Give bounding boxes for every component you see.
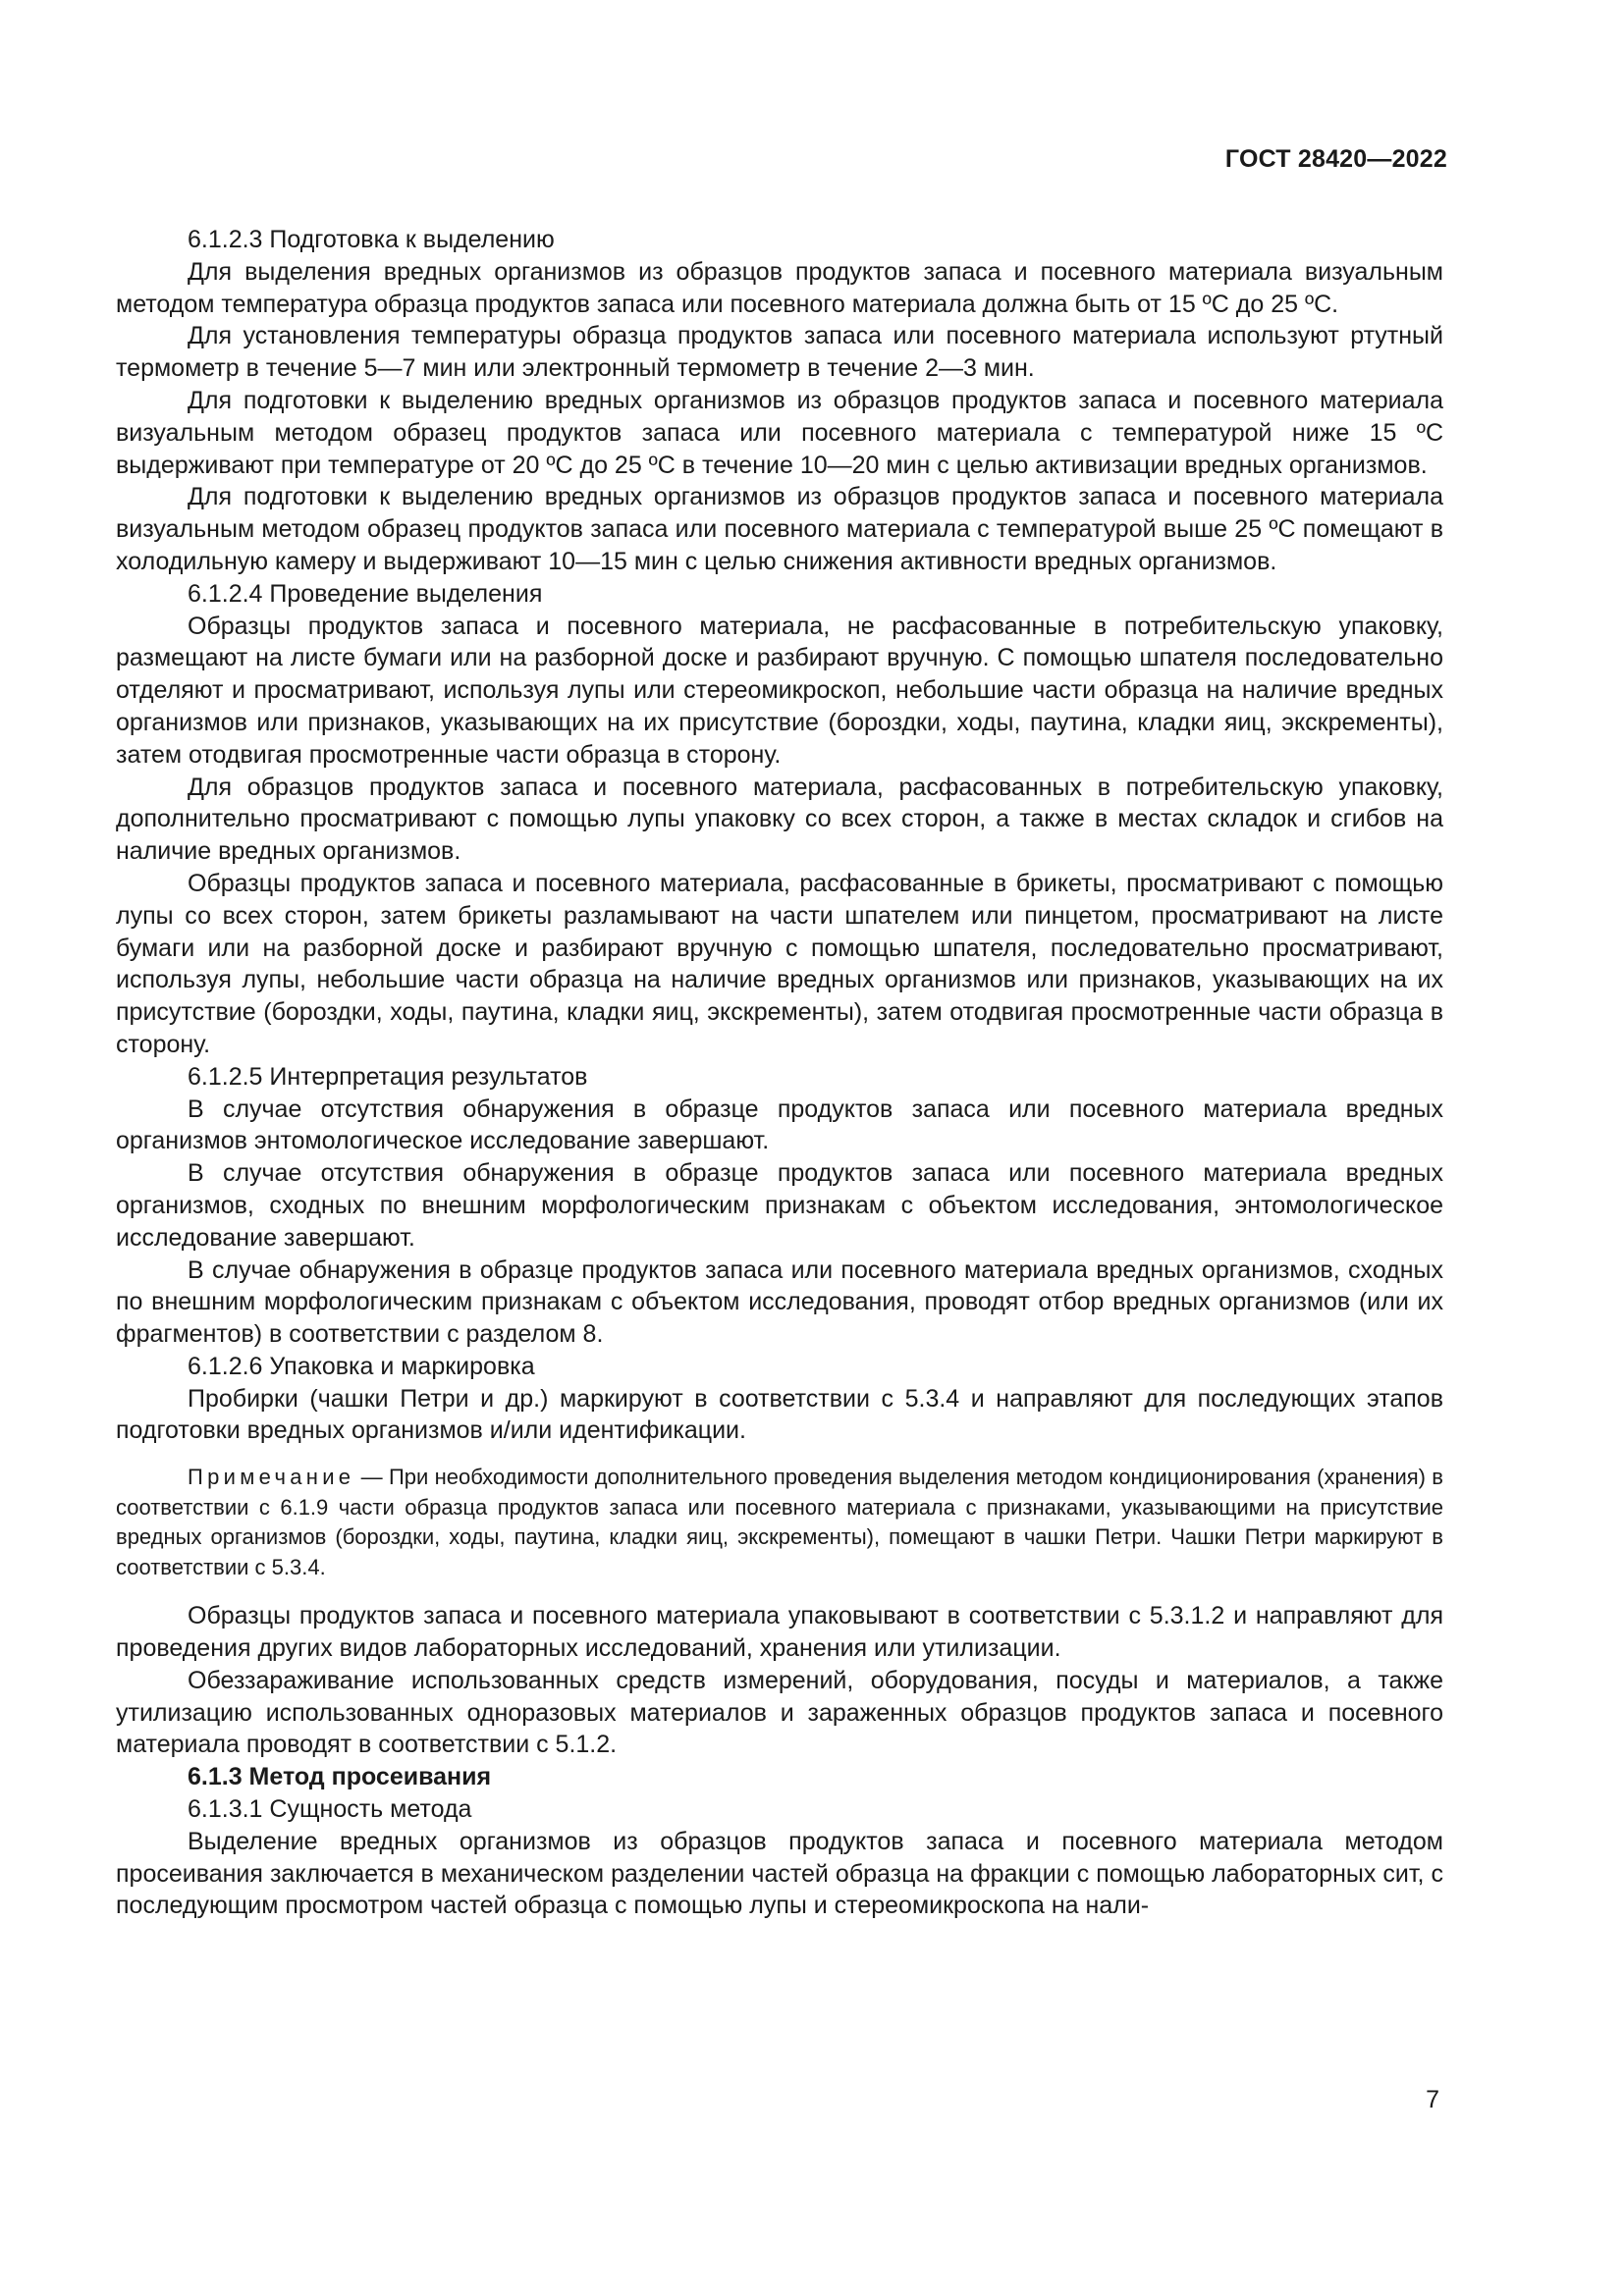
paragraph: В случае отсутствия обнаружения в образце продуктов запаса или посевного материала вредных организмов, сходных по внешним морфологическим признакам с объектом исследования, энтомологическое исследование завершают.: [116, 1159, 1443, 1252]
section-heading-6-1-2-3: 6.1.2.3 Подготовка к выделению: [188, 226, 555, 253]
paragraph: Образцы продуктов запаса и посевного материала, не расфасованные в потребительскую упаковку, размещают на листе бумаги или на разборной доске и разбирают вручную. С помощью шпателя последовательно отделяют и просматривают, используя лупы или стереомикроскоп, небольшие части образца на наличие вредных организмов или признаков, указывающих на их присутствие (бороздки, ходы, паутина, кладки яиц, экскременты), затем отодвигая просмотренные части образца в сторону.: [116, 612, 1443, 769]
paragraph: В случае отсутствия обнаружения в образце продуктов запаса или посевного материала вредных организмов энтомологическое исследование завершают.: [116, 1095, 1443, 1155]
document-body: [116, 224, 1443, 1922]
page-number: 7: [1426, 2086, 1439, 2113]
paragraph: Для подготовки к выделению вредных организмов из образцов продуктов запаса и посевного материала визуальным методом образец продуктов запаса или посевного материала с температурой ниже 15 ºС выдерживают при температуре от 20 ºС до 25 ºС в течение 10—20 мин с целью активизации вредных организмов.: [116, 386, 1443, 479]
paragraph: Пробирки (чашки Петри и др.) маркируют в соответствии с 5.3.4 и направляют для последующих этапов подготовки вредных организмов и/или идентификации.: [116, 1384, 1443, 1445]
note-label: Примечание: [188, 1465, 355, 1490]
section-heading-6-1-2-6: 6.1.2.6 Упаковка и маркировка: [188, 1352, 535, 1380]
paragraph: Для установления температуры образца продуктов запаса или посевного материала используют ртутный термометр в течение 5—7 мин или электронный термометр в течение 2—3 мин.: [116, 322, 1443, 383]
section-heading-6-1-2-5: 6.1.2.5 Интерпретация результатов: [188, 1062, 588, 1091]
paragraph: Образцы продуктов запаса и посевного материала, расфасованные в брикеты, просматривают с помощью лупы со всех сторон, затем брикеты разламывают на части шпателем или пинцетом, просматривают на листе бумаги или на разборной доске и разбирают вручную с помощью шпателя, последовательно просматривают, используя лупы, небольшие части образца на наличие вредных организмов или признаков, указывающих на их присутствие (бороздки, ходы, паутина, кладки яиц, экскременты), затем отодвигая просмотренные части образца в сторону.: [116, 869, 1443, 1058]
note: [116, 1463, 1443, 1582]
paragraph: В случае обнаружения в образце продуктов запаса или посевного материала вредных организмов, сходных по внешним морфологическим признакам с объектом исследования, проводят отбор вредных организмов (или их фрагментов) в соответствии с разделом 8.: [116, 1255, 1443, 1349]
note-text: — При необходимости дополнительного проведения выделения методом кондиционирования (хранения) в соответствии с 6.1.9 части образца продуктов запаса или посевного материала с признаками, указывающими на присутствие вредных организмов (бороздки, ходы, паутина, кладки яиц, экскременты), помещают в чашки Петри. Чашки Петри маркируют в соответствии с 5.3.4.: [116, 1465, 1443, 1579]
document-header: ГОСТ 28420—2022: [1224, 145, 1447, 173]
paragraph: Для образцов продуктов запаса и посевного материала, расфасованных в потребительскую упаковку, дополнительно просматривают с помощью лупы упаковку со всех сторон, а также в местах складок и сгибов на наличие вредных организмов.: [116, 773, 1443, 866]
paragraph: Образцы продуктов запаса и посевного материала упаковывают в соответствии с 5.3.1.2 и направляют для проведения других видов лабораторных исследований, хранения или утилизации.: [116, 1602, 1443, 1663]
paragraph: Для подготовки к выделению вредных организмов из образцов продуктов запаса и посевного материала визуальным методом образец продуктов запаса или посевного материала с температурой выше 25 ºС помещают в холодильную камеру и выдерживают 10—15 мин с целью снижения активности вредных организмов.: [116, 483, 1443, 575]
paragraph: Для выделения вредных организмов из образцов продуктов запаса и посевного материала визуальным методом температура образца продуктов запаса или посевного материала должна быть от 15 ºС до 25 ºС.: [116, 257, 1443, 318]
section-heading-6-1-3: 6.1.3 Метод просеивания: [188, 1763, 492, 1791]
paragraph: Выделение вредных организмов из образцов продуктов запаса и посевного материала методом просеивания заключается в механическом разделении частей образца на фракции с помощью лабораторных сит, с последующим просмотром частей образца с помощью лупы и стереомикроскопа на нали-: [116, 1827, 1443, 1920]
paragraph: Обеззараживание использованных средств измерений, оборудования, посуды и материалов, а также утилизацию использованных одноразовых материалов и зараженных образцов продуктов запаса и посевного материала проводят в соответствии с 5.1.2.: [116, 1666, 1443, 1759]
section-heading-6-1-3-1: 6.1.3.1 Сущность метода: [188, 1795, 472, 1824]
section-heading-6-1-2-4: 6.1.2.4 Проведение выделения: [188, 579, 543, 608]
